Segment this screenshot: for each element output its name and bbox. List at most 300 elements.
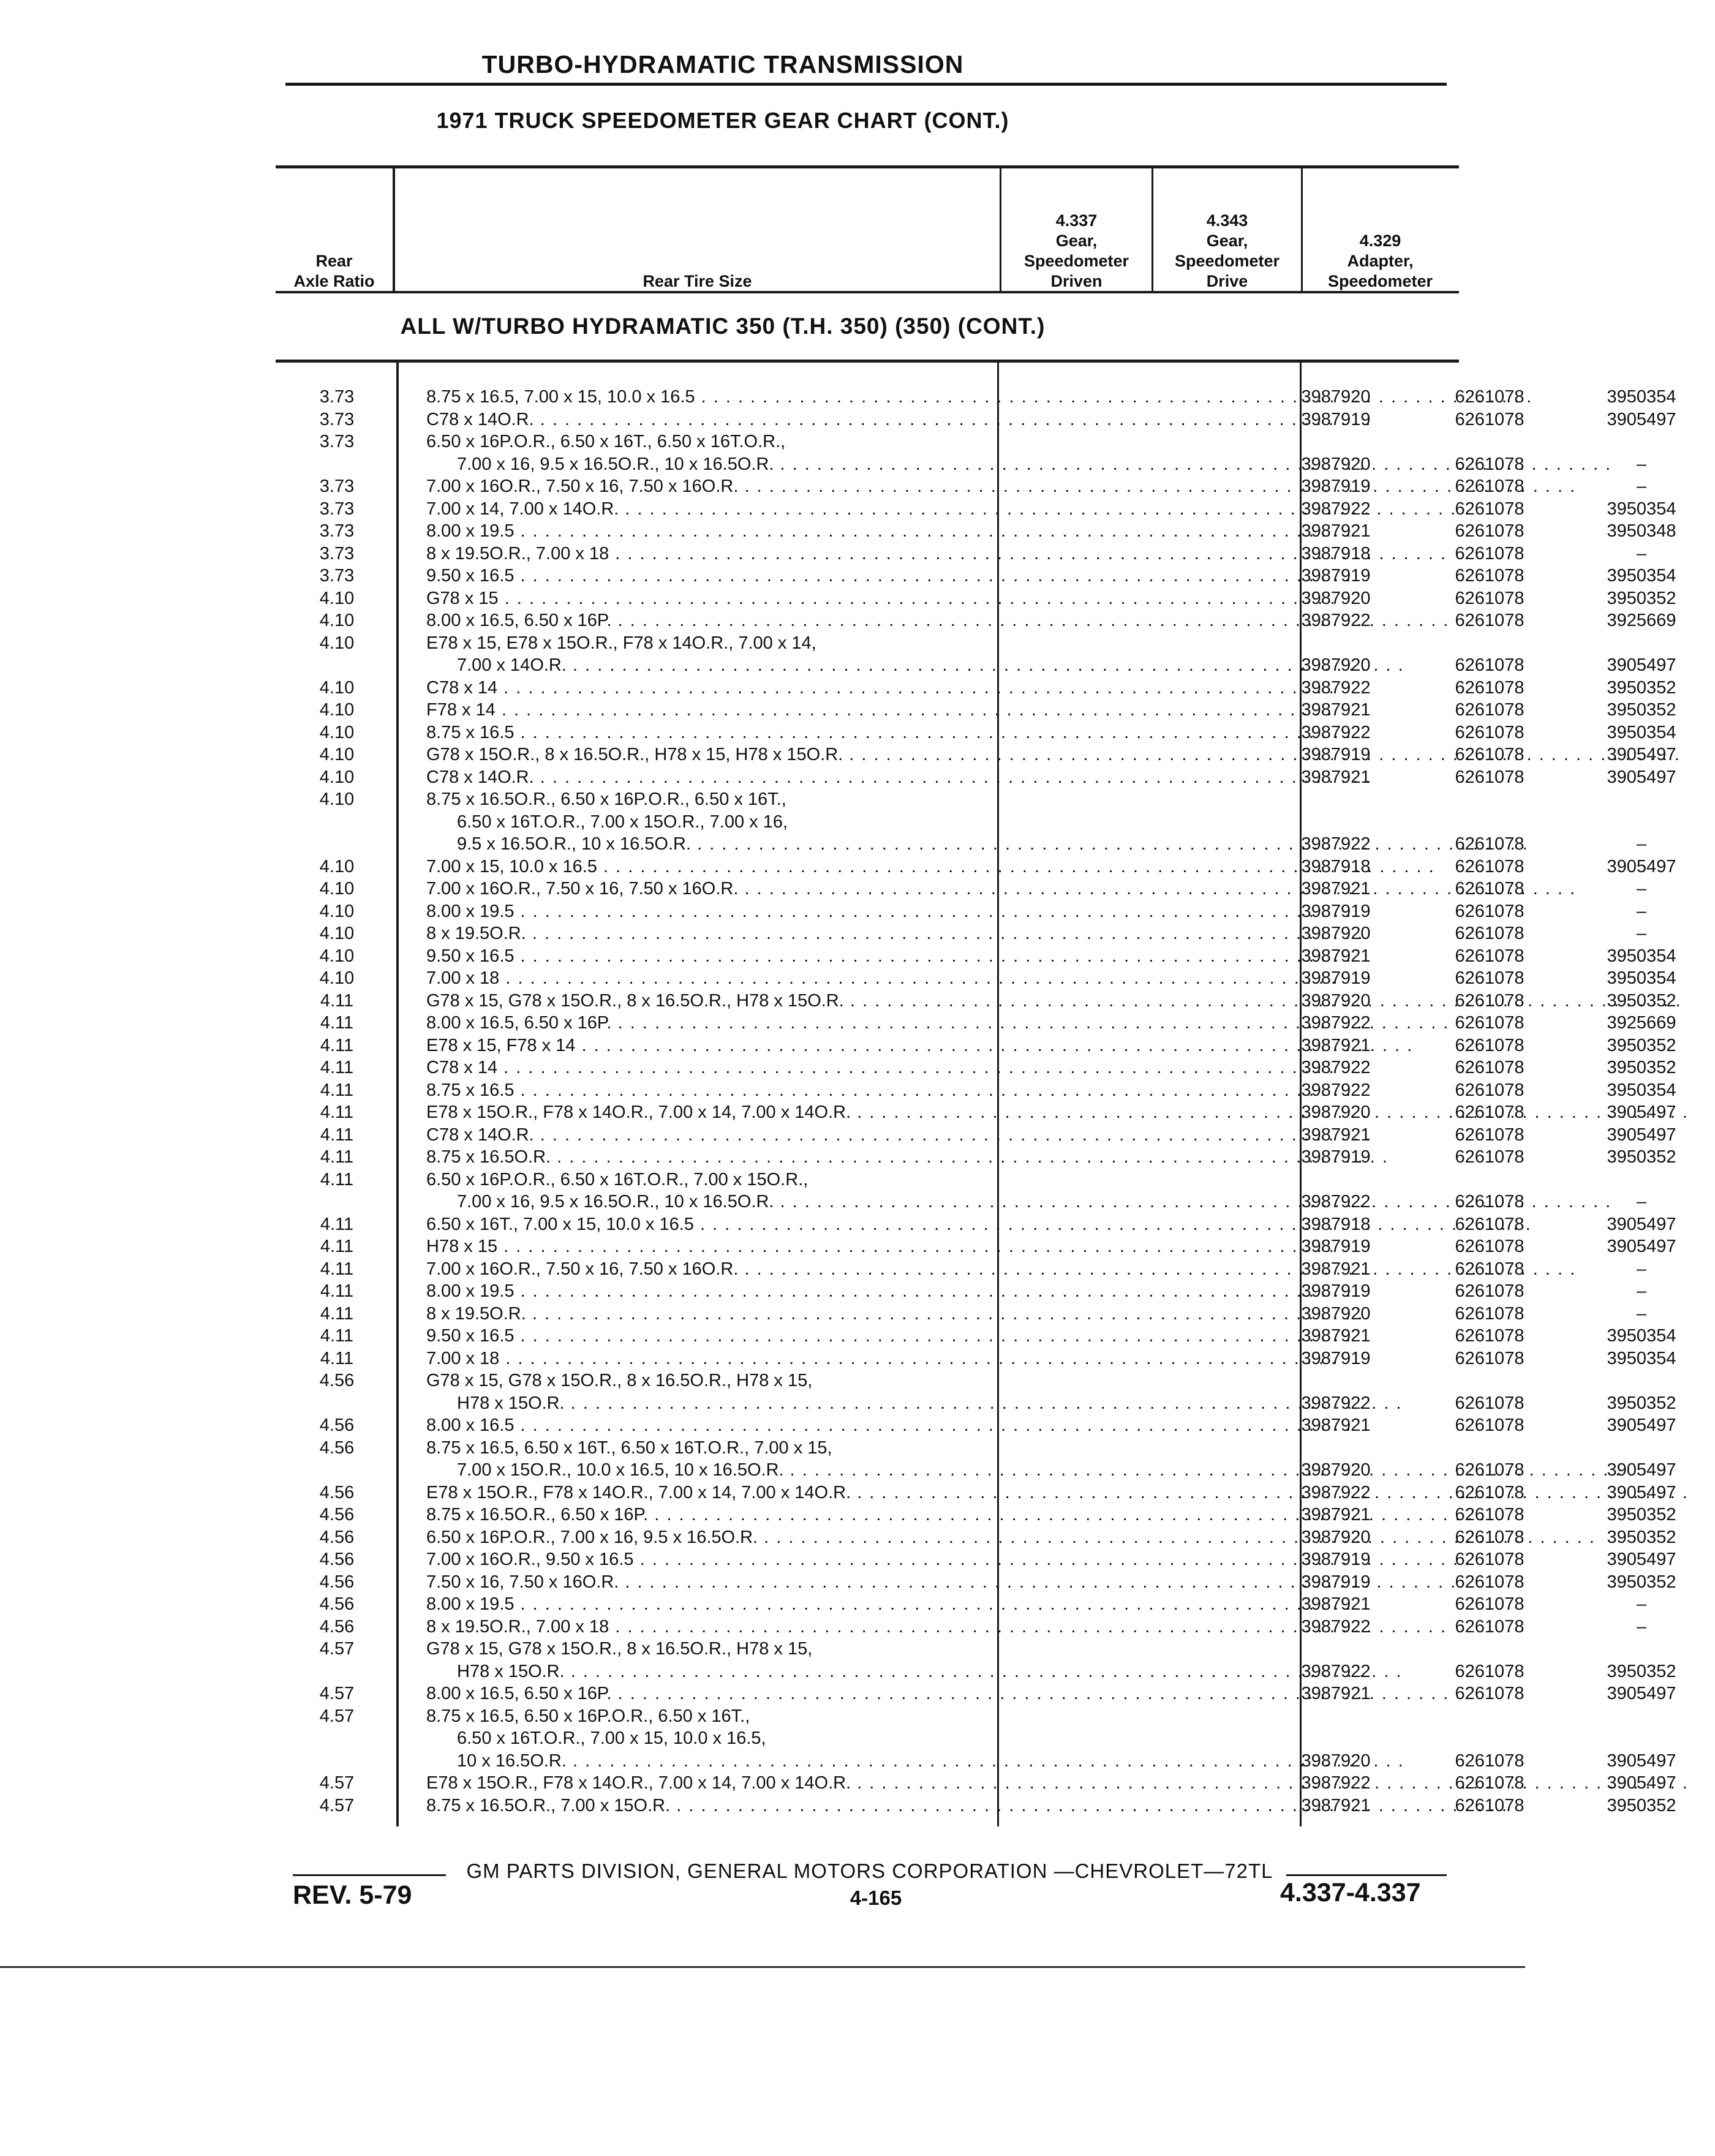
gear-driven-cell: 3987921 xyxy=(1301,1326,1371,1346)
table-row xyxy=(276,1101,1676,1124)
adapter-cell: 3950352 xyxy=(1607,1661,1676,1681)
tire-size-line: 8.00 x 19.5 . . . xyxy=(426,1593,1256,1616)
adapter-cell: 3950354 xyxy=(1607,968,1676,988)
gear-driven-cell: 3987921 xyxy=(1301,1505,1371,1525)
gear-drive-cell: 6261078 xyxy=(1455,387,1525,407)
rear-axle-ratio-cell: 4.10 xyxy=(319,968,355,988)
section-heading: ALL W/TURBO HYDRAMATIC 350 (T.H. 350) (350) (CONT.) xyxy=(400,314,1046,339)
table-body xyxy=(276,386,1676,1817)
table-row xyxy=(276,878,1647,900)
rear-tire-size-cell xyxy=(426,1012,1256,1035)
rear-axle-ratio-cell: 4.56 xyxy=(319,1594,355,1614)
table-row xyxy=(276,1548,1676,1571)
gear-drive-cell: 6261078 xyxy=(1455,968,1525,988)
gear-driven-cell: 3987920 xyxy=(1301,1751,1371,1771)
gear-drive-cell: 6261078 xyxy=(1455,1259,1525,1279)
table-row xyxy=(276,1616,1647,1638)
gear-drive-cell: 6261078 xyxy=(1455,745,1525,764)
gear-driven-cell: 3987922 xyxy=(1301,1192,1371,1212)
adapter-cell: 3905497 xyxy=(1607,1214,1676,1234)
rear-axle-ratio-cell: 3.73 xyxy=(319,409,355,429)
rear-tire-size-cell xyxy=(426,945,1256,968)
tire-size-line: 7.00 x 16, 9.5 x 16.5O.R., 10 x 16.5O.R. . . . xyxy=(426,1191,1256,1213)
rear-tire-size-cell xyxy=(426,1303,1256,1325)
tire-size-line: 6.50 x 16P.O.R., 6.50 x 16T.O.R., 7.00 x 15O.R., xyxy=(426,1169,809,1189)
table-row xyxy=(276,722,1676,744)
gear-driven-cell: 3987920 xyxy=(1301,655,1371,675)
gear-drive-cell: 6261078 xyxy=(1455,1102,1525,1122)
gear-drive-cell: 6261078 xyxy=(1455,1751,1525,1771)
rear-tire-size-cell xyxy=(426,1079,1256,1102)
adapter-cell: – xyxy=(1636,834,1647,854)
gear-driven-cell: 3987921 xyxy=(1301,767,1371,787)
tire-size-line: 7.00 x 18 . . . xyxy=(426,1348,1256,1370)
rear-axle-ratio-cell: 3.73 xyxy=(319,387,355,407)
header-rear-tire-size: Rear Tire Size xyxy=(643,272,752,290)
adapter-cell: – xyxy=(1636,1303,1647,1324)
adapter-cell: 3905497 xyxy=(1607,1460,1676,1480)
gear-drive-cell: 6261078 xyxy=(1455,611,1525,630)
table-row xyxy=(276,498,1676,521)
tire-size-line: C78 x 14O.R. . . . xyxy=(426,766,1256,789)
tire-size-line: E78 x 15, E78 x 15O.R., F78 x 14O.R., 7.00 x 14, xyxy=(426,633,816,653)
tire-size-line: G78 x 15, G78 x 15O.R., 8 x 16.5O.R., H78 x 15, xyxy=(426,1639,813,1659)
adapter-cell: – xyxy=(1636,543,1647,564)
rear-tire-size-cell xyxy=(426,1526,1256,1549)
rear-tire-size-cell xyxy=(426,1213,1256,1236)
gear-driven-cell: 3987919 xyxy=(1301,745,1371,764)
gear-driven-cell: 3987921 xyxy=(1301,700,1371,720)
tire-size-line: 8.00 x 16.5, 6.50 x 16P. . . . xyxy=(426,609,1256,632)
adapter-cell: 3905497 xyxy=(1607,1102,1676,1122)
gear-driven-cell: 3987922 xyxy=(1301,1661,1371,1681)
gear-drive-cell: 6261078 xyxy=(1455,1080,1525,1100)
rear-tire-size-cell xyxy=(426,990,1256,1012)
adapter-cell: 3950354 xyxy=(1607,722,1676,742)
rear-tire-size-cell xyxy=(426,1258,1256,1281)
rear-axle-ratio-cell: 4.11 xyxy=(320,1147,354,1167)
adapter-cell: 3905497 xyxy=(1607,1684,1676,1703)
adapter-cell: 3925669 xyxy=(1607,611,1676,630)
rear-axle-ratio-cell: 4.11 xyxy=(320,1125,354,1145)
rear-axle-ratio-cell: 4.10 xyxy=(319,745,355,764)
tire-size-line: 7.50 x 16, 7.50 x 16O.R. . . . xyxy=(426,1571,1256,1594)
adapter-cell: 3950352 xyxy=(1607,1058,1676,1077)
tire-size-line: 6.50 x 16T., 7.00 x 15, 10.0 x 16.5 . . . xyxy=(426,1213,1256,1236)
tire-size-line: G78 x 15 . . . xyxy=(426,587,1256,610)
rear-tire-size-cell xyxy=(426,565,1256,587)
table-row xyxy=(276,1213,1676,1236)
tire-size-line: G78 x 15, G78 x 15O.R., 8 x 16.5O.R., H78 x 15, xyxy=(426,1371,813,1390)
gear-driven-cell: 3987922 xyxy=(1301,1080,1371,1100)
table-row xyxy=(276,856,1676,878)
gear-drive-cell: 6261078 xyxy=(1455,1415,1525,1435)
adapter-cell: 3950352 xyxy=(1607,1527,1676,1547)
table-row xyxy=(276,922,1647,945)
table-row xyxy=(276,1482,1676,1504)
adapter-cell: 3950352 xyxy=(1607,1572,1676,1592)
tire-size-line: 7.00 x 16, 9.5 x 16.5O.R., 10 x 16.5O.R. . . . xyxy=(426,453,1256,476)
gear-driven-cell: 3987922 xyxy=(1301,722,1371,742)
adapter-cell: 3950352 xyxy=(1607,1393,1676,1413)
rear-axle-ratio-cell: 4.10 xyxy=(319,588,355,608)
rear-tire-size-cell xyxy=(426,1638,1256,1683)
adapter-cell: – xyxy=(1636,454,1647,474)
rear-tire-size-cell xyxy=(426,409,1256,431)
tire-size-line: G78 x 15, G78 x 15O.R., 8 x 16.5O.R., H78 x 15O.R. . . . xyxy=(426,990,1256,1012)
table-row xyxy=(276,1526,1676,1549)
tire-size-line: 10 x 16.5O.R. . . . xyxy=(426,1750,1256,1773)
tire-size-line: H78 x 15O.R. . . . xyxy=(426,1392,1256,1415)
rear-axle-ratio-cell: 4.11 xyxy=(320,1013,354,1033)
rear-axle-ratio-cell: 4.11 xyxy=(320,1035,354,1055)
rear-tire-size-cell xyxy=(426,431,1256,475)
rear-tire-size-cell xyxy=(426,543,1256,565)
gear-driven-cell: 3987919 xyxy=(1301,1348,1371,1368)
section-bottom-rule xyxy=(276,360,1459,363)
rear-tire-size-cell xyxy=(426,699,1256,722)
gear-drive-cell: 6261078 xyxy=(1455,543,1525,564)
table-row xyxy=(276,1258,1647,1281)
gear-driven-cell: 3987921 xyxy=(1301,1684,1371,1703)
table-row xyxy=(276,766,1676,789)
rear-tire-size-cell xyxy=(426,1414,1256,1437)
rear-tire-size-cell xyxy=(426,1169,1256,1213)
header-gear-driven: 4.337 Gear, Speedometer Driven xyxy=(1023,211,1129,290)
gear-driven-cell: 3987922 xyxy=(1301,1393,1371,1413)
gear-driven-cell: 3987919 xyxy=(1301,1147,1371,1167)
tire-size-line: 8.75 x 16.5, 6.50 x 16T., 6.50 x 16T.O.R., 7.00 x 15, xyxy=(426,1438,832,1458)
gear-drive-cell: 6261078 xyxy=(1455,767,1525,787)
header-rear-axle-ratio: Rear Axle Ratio xyxy=(293,252,375,290)
adapter-cell: – xyxy=(1636,901,1647,921)
gear-driven-cell: 3987920 xyxy=(1301,1303,1371,1324)
adapter-cell: 3950352 xyxy=(1607,990,1676,1011)
gear-drive-cell: 6261078 xyxy=(1455,722,1525,742)
gear-drive-cell: 6261078 xyxy=(1455,924,1525,943)
rear-tire-size-cell xyxy=(426,1437,1256,1482)
adapter-cell: – xyxy=(1636,1281,1647,1301)
gear-drive-cell: 6261078 xyxy=(1455,409,1525,429)
rear-tire-size-cell xyxy=(426,1280,1256,1303)
adapter-cell: – xyxy=(1636,1259,1647,1279)
rear-tire-size-cell xyxy=(426,744,1256,766)
table-row xyxy=(276,1035,1676,1057)
revision-label: REV. 5-79 xyxy=(293,1880,412,1910)
rear-tire-size-cell xyxy=(426,1795,1256,1817)
rear-tire-size-cell xyxy=(426,1593,1256,1616)
rear-tire-size-cell xyxy=(426,498,1256,521)
rear-axle-ratio-cell: 4.11 xyxy=(320,1080,354,1100)
rear-axle-ratio-cell: 4.56 xyxy=(319,1527,355,1547)
gear-driven-cell: 3987920 xyxy=(1301,1527,1371,1547)
rear-axle-ratio-cell: 4.11 xyxy=(320,1281,354,1301)
header-adapter: 4.329 Adapter, Speedometer xyxy=(1327,232,1433,290)
tire-size-line: 7.00 x 15O.R., 10.0 x 16.5, 10 x 16.5O.R. . . . xyxy=(426,1459,1256,1482)
rear-tire-size-cell xyxy=(426,1482,1256,1504)
gear-drive-cell: 6261078 xyxy=(1455,1616,1525,1637)
rear-axle-ratio-cell: 4.57 xyxy=(319,1706,355,1726)
gear-drive-cell: 6261078 xyxy=(1455,1035,1525,1055)
table-row xyxy=(276,587,1676,610)
gear-drive-cell: 6261078 xyxy=(1455,1058,1525,1077)
adapter-cell: 3950352 xyxy=(1607,700,1676,720)
adapter-cell: 3905497 xyxy=(1607,1751,1676,1771)
page-bottom-rule xyxy=(0,1966,1525,1968)
rear-tire-size-cell xyxy=(426,1370,1256,1414)
rear-axle-ratio-cell: 4.56 xyxy=(319,1550,355,1569)
table-row xyxy=(276,565,1676,587)
footer-division: GM PARTS DIVISION, GENERAL MOTORS CORPORATION —CHEVROLET—72TL xyxy=(466,1860,1273,1882)
adapter-cell: 3950352 xyxy=(1607,1147,1676,1167)
adapter-cell: – xyxy=(1636,1594,1647,1614)
table-row xyxy=(276,1146,1676,1169)
rear-axle-ratio-cell: 4.10 xyxy=(319,946,355,966)
table-row xyxy=(276,967,1676,990)
tire-size-line: 8.00 x 16.5, 6.50 x 16P. . . . xyxy=(426,1012,1256,1035)
tire-size-line: 8.75 x 16.5O.R., 6.50 x 16P. . . . xyxy=(426,1504,1256,1526)
rear-axle-ratio-cell: 4.56 xyxy=(319,1505,355,1525)
rear-tire-size-cell xyxy=(426,1101,1256,1124)
adapter-cell: 3950352 xyxy=(1607,1795,1676,1815)
gear-driven-cell: 3987921 xyxy=(1301,1259,1371,1279)
adapter-cell: 3905497 xyxy=(1607,1237,1676,1256)
gear-driven-cell: 3987920 xyxy=(1301,1460,1371,1480)
rear-tire-size-cell xyxy=(426,1548,1256,1571)
table-row xyxy=(276,744,1676,766)
rear-axle-ratio-cell: 4.11 xyxy=(320,1102,354,1122)
gear-drive-cell: 6261078 xyxy=(1455,1684,1525,1703)
tire-size-line: C78 x 14 . . . xyxy=(426,677,1256,699)
gear-drive-cell: 6261078 xyxy=(1455,1773,1525,1793)
rear-axle-ratio-cell: 4.10 xyxy=(319,879,355,899)
rear-axle-ratio-cell: 4.10 xyxy=(319,767,355,787)
tire-size-line: G78 x 15O.R., 8 x 16.5O.R., H78 x 15, H78 x 15O.R. . . . xyxy=(426,744,1256,766)
table-row xyxy=(276,1571,1676,1594)
tire-size-line: 7.00 x 16O.R., 7.50 x 16, 7.50 x 16O.R. . . . xyxy=(426,1258,1256,1281)
rear-axle-ratio-cell: 4.10 xyxy=(319,633,355,653)
rear-tire-size-cell xyxy=(426,386,1256,409)
gear-driven-cell: 3987919 xyxy=(1301,1237,1371,1256)
rear-tire-size-cell xyxy=(426,1504,1256,1526)
tire-size-line: C78 x 14O.R. . . . xyxy=(426,1124,1256,1147)
tire-size-line: 8.75 x 16.5 . . . xyxy=(426,1079,1256,1102)
table-row xyxy=(276,1057,1676,1079)
table-row xyxy=(276,386,1676,409)
adapter-cell: 3905497 xyxy=(1607,1415,1676,1435)
rear-tire-size-cell xyxy=(426,967,1256,990)
tire-size-line: 7.00 x 14O.R. . . . xyxy=(426,654,1256,677)
adapter-cell: 3950354 xyxy=(1607,946,1676,966)
gear-drive-cell: 6261078 xyxy=(1455,677,1525,698)
tire-size-line: 8.00 x 19.5 . . . xyxy=(426,900,1256,923)
table-row xyxy=(276,990,1676,1012)
gear-driven-cell: 3987918 xyxy=(1301,856,1371,876)
gear-drive-cell: 6261078 xyxy=(1455,1661,1525,1681)
gear-driven-cell: 3987920 xyxy=(1301,990,1371,1011)
gear-drive-cell: 6261078 xyxy=(1455,990,1525,1011)
table-row xyxy=(276,1079,1676,1102)
tire-size-line: 8.00 x 19.5 . . . xyxy=(426,1280,1256,1303)
tire-size-line: 9.50 x 16.5 . . . xyxy=(426,1325,1256,1348)
gear-drive-cell: 6261078 xyxy=(1455,1147,1525,1167)
rear-tire-size-cell xyxy=(426,1348,1256,1370)
page-number: 4-165 xyxy=(850,1887,902,1909)
table-row xyxy=(276,1414,1676,1437)
gear-driven-cell: 3987921 xyxy=(1301,1594,1371,1614)
rear-axle-ratio-cell: 4.11 xyxy=(320,1348,354,1368)
gear-driven-cell: 3987922 xyxy=(1301,611,1371,630)
rear-axle-ratio-cell: 4.11 xyxy=(320,1169,354,1189)
table-row xyxy=(276,1705,1676,1773)
rear-axle-ratio-cell: 4.10 xyxy=(319,901,355,921)
gear-driven-cell: 3987920 xyxy=(1301,454,1371,474)
rear-tire-size-cell xyxy=(426,520,1256,543)
rear-tire-size-cell xyxy=(426,1325,1256,1348)
tire-size-line: 6.50 x 16P.O.R., 6.50 x 16T., 6.50 x 16T.O.R., xyxy=(426,432,786,451)
table-row xyxy=(276,632,1676,677)
rear-tire-size-cell xyxy=(426,1772,1256,1795)
gear-driven-cell: 3987921 xyxy=(1301,1035,1371,1055)
rear-tire-size-cell xyxy=(426,856,1256,878)
rear-tire-size-cell xyxy=(426,632,1256,677)
rear-tire-size-cell xyxy=(426,900,1256,923)
table-row xyxy=(276,1235,1676,1258)
tire-size-line: 6.50 x 16T.O.R., 7.00 x 15O.R., 7.00 x 16, xyxy=(457,812,788,832)
gear-drive-cell: 6261078 xyxy=(1455,1125,1525,1145)
gear-drive-cell: 6261078 xyxy=(1455,1594,1525,1614)
gear-drive-cell: 6261078 xyxy=(1455,1326,1525,1346)
rear-tire-size-cell xyxy=(426,922,1256,945)
table-row xyxy=(276,409,1676,431)
rear-axle-ratio-cell: 4.10 xyxy=(319,700,355,720)
page-subtitle: 1971 TRUCK SPEEDOMETER GEAR CHART (CONT.) xyxy=(436,108,1009,133)
adapter-cell: 3950352 xyxy=(1607,1035,1676,1055)
gear-drive-cell: 6261078 xyxy=(1455,499,1525,519)
tire-size-line: 6.50 x 16T.O.R., 7.00 x 15, 10.0 x 16.5, xyxy=(457,1728,766,1748)
rear-axle-ratio-cell: 3.73 xyxy=(319,432,355,451)
rear-axle-ratio-cell: 4.11 xyxy=(320,1259,354,1279)
rear-axle-ratio-cell: 4.57 xyxy=(319,1684,355,1703)
gear-driven-cell: 3987918 xyxy=(1301,543,1371,564)
table-row xyxy=(276,1437,1676,1482)
rear-tire-size-cell xyxy=(426,677,1256,699)
adapter-cell: 3950354 xyxy=(1607,566,1676,586)
gear-drive-cell: 6261078 xyxy=(1455,521,1525,541)
table-row xyxy=(276,543,1647,565)
tire-size-line: 9.5 x 16.5O.R., 10 x 16.5O.R. . . . xyxy=(426,833,1256,856)
tire-size-line: E78 x 15O.R., F78 x 14O.R., 7.00 x 14, 7.00 x 14O.R. . . . xyxy=(426,1101,1256,1124)
gear-drive-cell: 6261078 xyxy=(1455,856,1525,876)
gear-drive-cell: 6261078 xyxy=(1455,1237,1525,1256)
rear-tire-size-cell xyxy=(426,475,1256,498)
gear-drive-cell: 6261078 xyxy=(1455,1550,1525,1569)
rear-tire-size-cell xyxy=(426,788,1256,856)
gear-driven-cell: 3987922 xyxy=(1301,1616,1371,1637)
gear-driven-cell: 3987921 xyxy=(1301,946,1371,966)
tire-size-line: 8.75 x 16.5, 7.00 x 15, 10.0 x 16.5 . . . xyxy=(426,386,1256,409)
tire-size-line: 8.00 x 19.5 . . . xyxy=(426,520,1256,543)
gear-driven-cell: 3987919 xyxy=(1301,968,1371,988)
rear-axle-ratio-cell: 4.56 xyxy=(319,1482,355,1502)
tire-size-line: H78 x 15O.R. . . . xyxy=(426,1660,1256,1683)
adapter-cell: 3905497 xyxy=(1607,1125,1676,1145)
rear-tire-size-cell xyxy=(426,609,1256,632)
adapter-cell: – xyxy=(1636,477,1647,496)
gear-drive-cell: 6261078 xyxy=(1455,1572,1525,1592)
adapter-cell: – xyxy=(1636,879,1647,899)
tire-size-line: 9.50 x 16.5 . . . xyxy=(426,945,1256,968)
table-row xyxy=(276,1012,1676,1035)
table-row xyxy=(276,1772,1676,1795)
rear-tire-size-cell xyxy=(426,1616,1256,1638)
rear-axle-ratio-cell: 3.73 xyxy=(319,499,355,519)
table-row xyxy=(276,1303,1647,1325)
table-row xyxy=(276,1638,1676,1683)
table-row xyxy=(276,1280,1647,1303)
gear-drive-cell: 6261078 xyxy=(1455,477,1525,496)
gear-drive-cell: 6261078 xyxy=(1455,655,1525,675)
rear-axle-ratio-cell: 3.73 xyxy=(319,521,355,541)
adapter-cell: 3950354 xyxy=(1607,1348,1676,1368)
tire-size-line: 8 x 19.5O.R., 7.00 x 18 . . . xyxy=(426,1616,1256,1638)
rear-tire-size-cell xyxy=(426,1705,1256,1773)
gear-driven-cell: 3987918 xyxy=(1301,1214,1371,1234)
gear-driven-cell: 3987920 xyxy=(1301,924,1371,943)
adapter-cell: 3950354 xyxy=(1607,1326,1676,1346)
rear-tire-size-cell xyxy=(426,1683,1256,1705)
rear-axle-ratio-cell: 4.56 xyxy=(319,1438,355,1458)
gear-driven-cell: 3987919 xyxy=(1301,566,1371,586)
rear-tire-size-cell xyxy=(426,878,1256,900)
adapter-cell: – xyxy=(1636,924,1647,943)
tire-size-line: 8 x 19.5O.R., 7.00 x 18 . . . xyxy=(426,543,1256,565)
adapter-cell: 3905497 xyxy=(1607,856,1676,876)
gear-drive-cell: 6261078 xyxy=(1455,454,1525,474)
adapter-cell: 3950352 xyxy=(1607,588,1676,608)
tire-size-line: 8.75 x 16.5O.R. . . . xyxy=(426,1146,1256,1169)
gear-driven-cell: 3987919 xyxy=(1301,1281,1371,1301)
rear-axle-ratio-cell: 3.73 xyxy=(319,566,355,586)
adapter-cell: 3905497 xyxy=(1607,1550,1676,1569)
rear-axle-ratio-cell: 4.56 xyxy=(319,1616,355,1637)
adapter-cell: 3905497 xyxy=(1607,409,1676,429)
rear-axle-ratio-cell: 4.11 xyxy=(320,990,354,1011)
gear-drive-cell: 6261078 xyxy=(1455,901,1525,921)
table-row xyxy=(276,900,1647,923)
tire-size-line: 8.00 x 16.5, 6.50 x 16P. . . . xyxy=(426,1683,1256,1705)
adapter-cell: 3905497 xyxy=(1607,1482,1676,1502)
adapter-cell: 3950352 xyxy=(1607,677,1676,698)
gear-driven-cell: 3987922 xyxy=(1301,499,1371,519)
gear-driven-cell: 3987922 xyxy=(1301,1058,1371,1077)
tire-size-line: C78 x 14O.R. . . . xyxy=(426,409,1256,431)
tire-size-line: H78 x 15 . . . xyxy=(426,1235,1256,1258)
rear-tire-size-cell xyxy=(426,1146,1256,1169)
gear-driven-cell: 3987922 xyxy=(1301,677,1371,698)
gear-drive-cell: 6261078 xyxy=(1455,1281,1525,1301)
tire-size-line: 8 x 19.5O.R. . . . xyxy=(426,1303,1256,1325)
table-row xyxy=(276,1325,1676,1348)
gear-drive-cell: 6261078 xyxy=(1455,1393,1525,1413)
rear-axle-ratio-cell: 4.10 xyxy=(319,924,355,943)
table-row xyxy=(276,520,1676,543)
rear-tire-size-cell xyxy=(426,1057,1256,1079)
rear-axle-ratio-cell: 4.56 xyxy=(319,1572,355,1592)
gear-drive-cell: 6261078 xyxy=(1455,1214,1525,1234)
tire-size-line: 7.00 x 16O.R., 7.50 x 16, 7.50 x 16O.R. . . . xyxy=(426,878,1256,900)
gear-driven-cell: 3987919 xyxy=(1301,477,1371,496)
